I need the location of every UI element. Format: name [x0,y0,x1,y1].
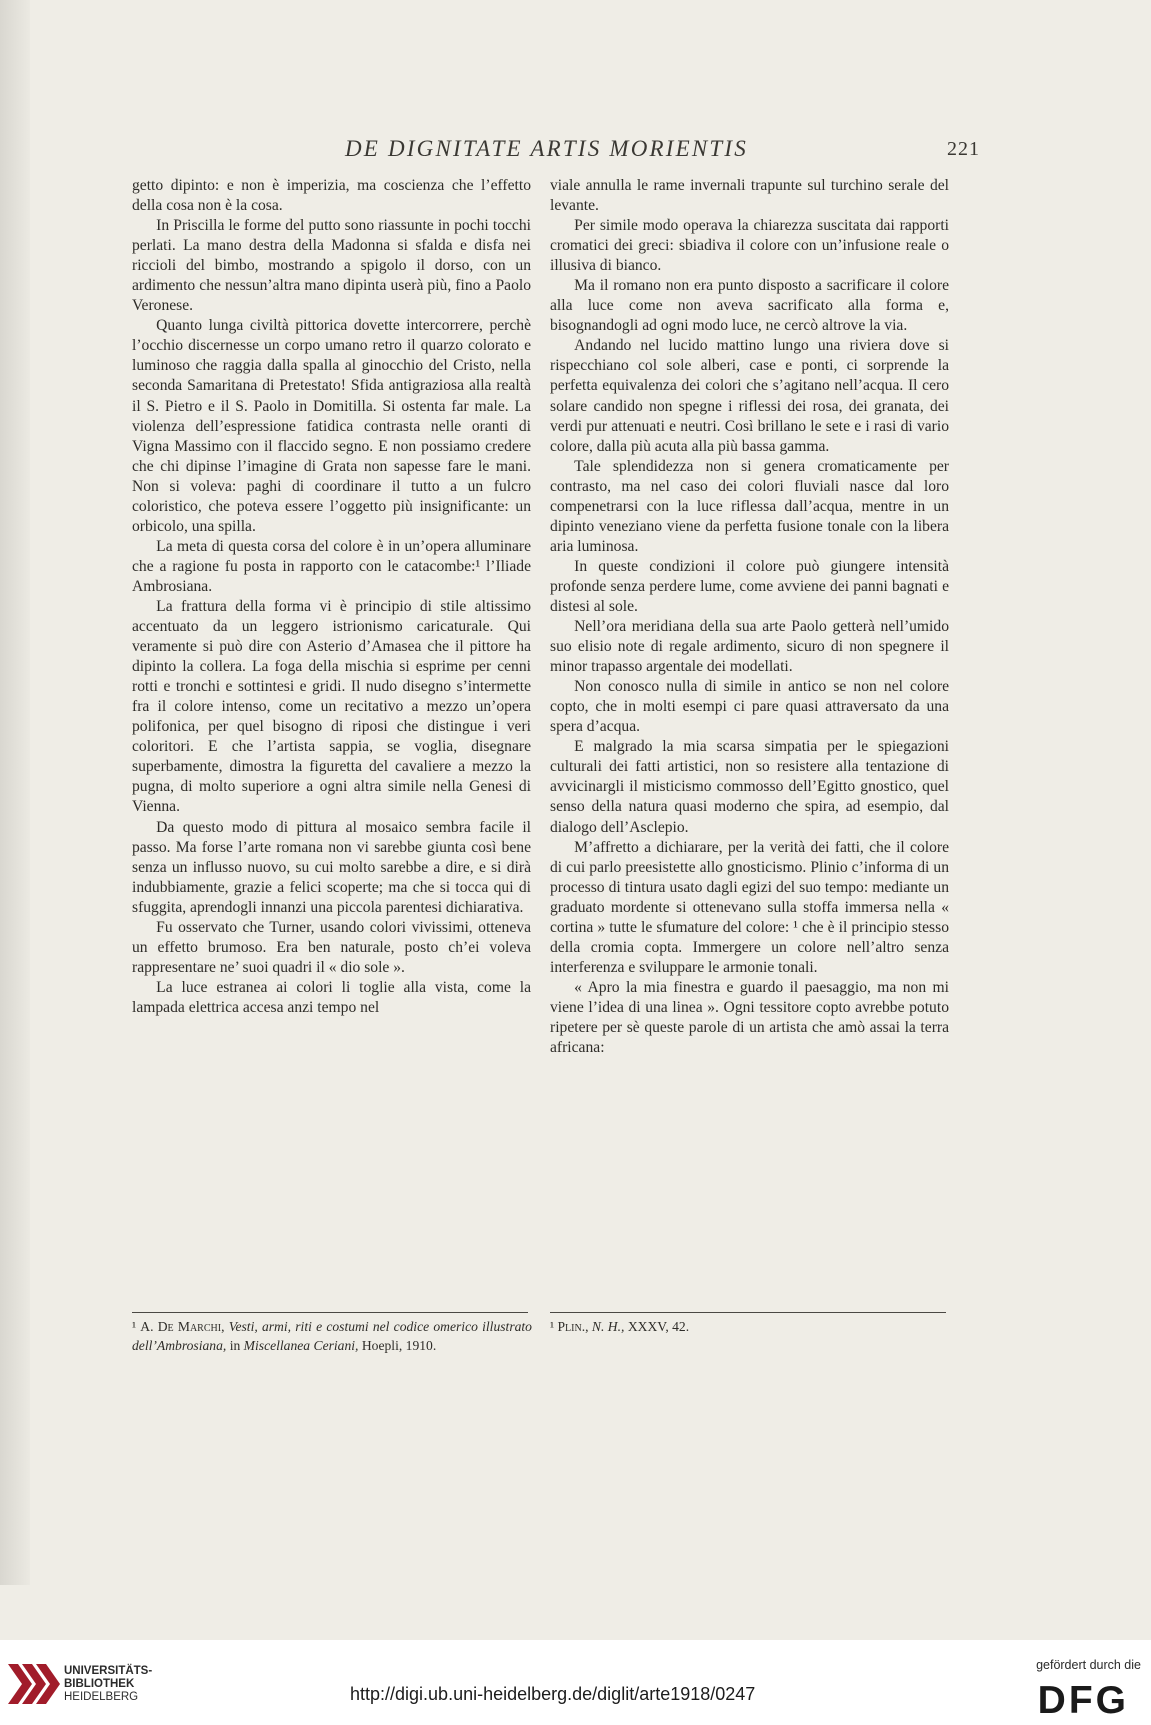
footnote-publisher: Hoepli, 1910. [361,1337,437,1353]
library-name-line: BIBLIOTHEK [64,1678,135,1690]
running-head [130,136,980,166]
right-text-column [550,176,949,1058]
permalink-url[interactable]: http://digi.ub.uni-heidelberg.de/diglit/arte1918/0247 [350,1684,756,1704]
footnote-marker: ¹ [132,1319,137,1334]
footnote-collection: Miscellanea Ceriani, [243,1337,359,1353]
footnote-in: in [229,1337,241,1353]
footnote-marker: ¹ [550,1319,555,1334]
footnote-left [132,1318,532,1355]
footnote-author: Plin., [557,1319,589,1334]
paragraph: La frattura della forma vi è principio di stile altissimo accentuato da un leggero istrionismo caricaturale. Qui veramente si può dire con Asterio d’Amasea che il pittore ha dipinto la collera. La foga della mischia si esprime per cenni rotti e tronchi e sottintesi e gridi. Il nudo disegno s’intermette fra il colore intenso, come un recitativo a mezzo un’opera polifonica, per quel bisogno di riposi che distingue i veri coloritori. E che l’artista sappia, se voglia, disegnare superbamente, dimostra la figuretta del cavaliere a mezzo la pugna, di molto superiore a ogni altra simile nella Genesi di Vienna. [132,597,531,816]
paragraph: Tale splendidezza non si genera cromaticamente per contrasto, ma nel caso dei colori fluviali nasce dal loro compenetrarsi con la luce riflessa dall’acqua, mentre in un dipinto veneziano viene da perfetta fusione tonale con la libera aria luminosa. [550,457,949,555]
library-name-line: HEIDELBERG [64,1691,139,1703]
paragraph: « Apro la mia finestra e guardo il paesaggio, ma non mi viene l’idea di una linea ». Ogni tessitore copto avrebbe potuto ripetere per sè queste parole di un artista che amò assai la terra africana: [550,978,949,1057]
paragraph: In queste condizioni il colore può giungere intensità profonde senza perdere lume, come avviene dei panni bagnati e distesi al sole. [550,557,949,615]
footnote-author: A. De Marchi, [140,1319,225,1334]
dfg-logo: DFG [1037,1679,1129,1722]
paragraph: M’affretto a dichiarare, per la verità dei fatti, che il colore di cui parlo preesistette allo gnosticismo. Plinio c’informa di un processo di tintura usato dagli egizi del suo tempo: mediante un graduato mordente si ottenevano sulla stoffa immersa nella « cortina » tutte le sfumature del colore: ¹ che è il principio stesso della cromia copta. Immergere un colore nell’altro senza interferenza e sviluppare le armonie tonali. [550,838,949,976]
paragraph: Andando nel lucido mattino lungo una riviera dove si rispecchiano col sole alberi, case e ponti, ci sorprende la perfetta equivalenza dei colori che s’agitano nell’acqua. Il cero solare candido non spegne i riflessi dei rosa, dei granata, dei verdi pur attenuati e neutri. Così brillano le sete e i rasi di vario colore, dalla più acuta alla più bassa gamma. [550,337,949,455]
paragraph: E malgrado la mia scarsa simpatia per le spiegazioni culturali dei fatti artistici, non so resistere alla tentazione di avvicinargli il misticismo commosso dell’Egitto gnostico, quel senso della natura quasi moderno che spira, ad esempio, dal dialogo dell’Asclepio. [550,738,949,836]
page-number: 221 [947,138,980,160]
footnote-work: N. H., [591,1319,625,1334]
paragraph: Da questo modo di pittura al mosaico sembra facile il passo. Ma forse l’arte romana non vi sarebbe giunta così bene senza un influsso nuovo, su cui molto sarebbe a dire, e si dirà indubbiamente, grazie a felici scoperte; ma che si tocca qui di sfuggita, aprendogli innanzi una piccola parentesi dichiarativa. [132,818,531,916]
footnote-rule [132,1312,528,1313]
library-name-line: UNIVERSITÄTS- [64,1665,153,1677]
footnote-rule [550,1312,946,1313]
paragraph: Nell’ora meridiana della sua arte Paolo getterà nell’umido suo elisio note di regale ardimento, sicuro di non spegnere il minor trapasso argentale dei modellati. [550,618,949,676]
funder-label: gefördert durch die [1036,1658,1141,1672]
running-title: DE DIGNITATE ARTIS MORIENTIS [345,136,748,161]
footnote-right [550,1318,950,1337]
footnote-title: Vesti, armi, riti e costumi nel codice omerico illustrato dell’Ambrosiana, [132,1319,532,1353]
library-name [64,1665,152,1704]
left-text-column [132,176,531,1018]
paragraph: La meta di questa corsa del colore è in un’opera alluminare che a ragione fu posta in rapporto con le catacombe:¹ l’Iliade Ambrosiana. [132,537,531,595]
page-edge-shadow [0,0,30,1585]
footnote-ref: XXXV, 42. [627,1319,690,1334]
paragraph: In Priscilla le forme del putto sono riassunte in pochi tocchi perlati. La mano destra della Madonna si sfalda e disfa nei riccioli del bimbo, mostrando a spigolo il dorso, con un ardimento che nessun’altra mano dipinta userà più, fino a Paolo Veronese. [132,217,531,315]
paragraph: Per simile modo operava la chiarezza suscitata dai rapporti cromatici dei greci: sbiadiva il colore con un’infusione reale o illusiva di bianco. [550,217,949,275]
paragraph: Quanto lunga civiltà pittorica dovette intercorrere, perchè l’occhio discernesse un corpo umano retro il quarzo colorato e luminoso che raggia dalla spalla al ginocchio del Cristo, nella seconda Samaritana di Pretestato! Sfida antigraziosa alla realtà il S. Pietro e il S. Paolo in Domitilla. Si ostenta far male. La violenza dell’espressione fatidica contrasta nelle oranti di Vigna Massimo con il flaccido segno. E non possiamo credere che chi dipinse l’imagine di Grata non sapesse fare le mani. Non si voleva: paghi di coordinare il tutto a un fulcro coloristico, che poteva essere l’oggetto più insignificante: un orbicolo, una spilla. [132,317,531,535]
paragraph: viale annulla le rame invernali trapunte sul turchino serale del levante. [550,177,949,215]
paragraph: Fu osservato che Turner, usando colori vivissimi, otteneva un effetto brumoso. Era ben naturale, posto ch’ei voleva rappresentare ne’ suoi quadri il « dio sole ». [132,918,531,976]
paragraph: La luce estranea ai colori li toglie alla vista, come la lampada elettrica accesa anzi tempo nel [132,978,531,1016]
paragraph: Non conosco nulla di simile in antico se non nel colore copto, che in molti esempi ci pare quasi attraversato da una spera d’acqua. [550,678,949,736]
paragraph: getto dipinto: e non è imperizia, ma coscienza che l’effetto della cosa non è la cosa. [132,177,531,215]
digitization-footer [0,1640,1151,1725]
paragraph: Ma il romano non era punto disposto a sacrificare il colore alla luce come non aveva sacrificato alla forma e, bisognandogli ad ogni modo luce, ne cercò altrove la via. [550,277,949,335]
